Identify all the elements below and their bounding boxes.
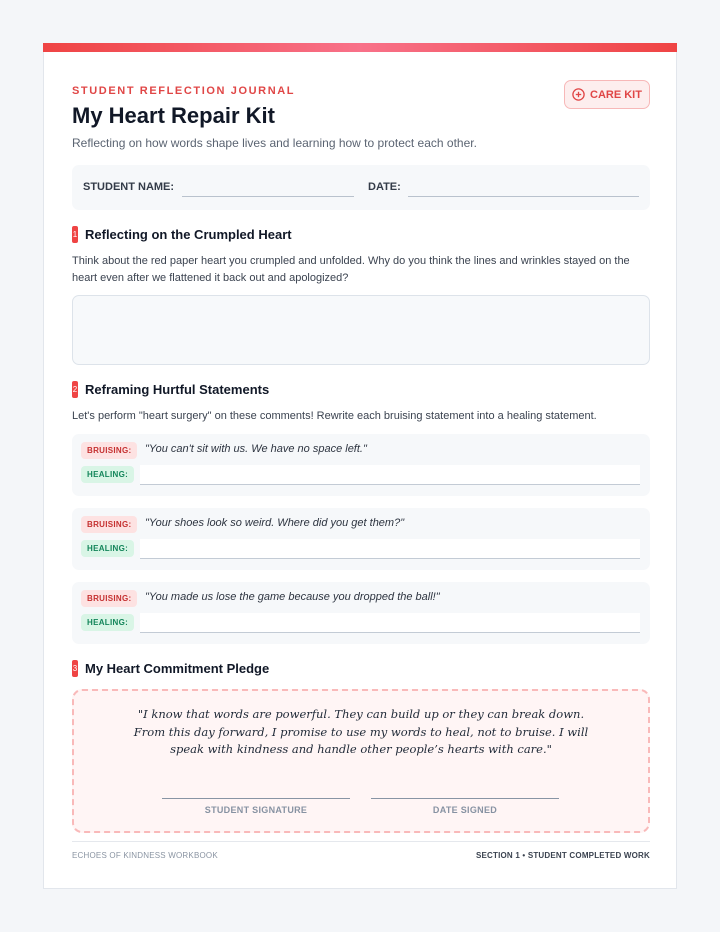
footer-section-label: SECTION 1 • STUDENT COMPLETED WORK [475, 851, 650, 860]
eyebrow-label: STUDENT REFLECTION JOURNAL [72, 85, 296, 97]
section-description: Think about the red paper heart you crumpled and unfolded. Why do you think the lines and wrinkles stayed on the heart even after we flattened it back out and apologized? [72, 255, 630, 284]
pledge-text: "I know that words are powerful. They can build up or they can break down. From this day forward, I promise to use my words to heal, not to bruise. I will speak with kindness and handle other people’s hearts with care." [133, 707, 589, 756]
section-title: My Heart Commitment Pledge [85, 661, 270, 676]
healing-tag: HEALING: [81, 614, 134, 631]
healing-tag: HEALING: [81, 466, 134, 483]
student-name-field[interactable] [182, 196, 354, 197]
date-field[interactable] [408, 196, 639, 197]
care-kit-button[interactable] [564, 80, 650, 109]
page-subtitle: Reflecting on how words shape lives and learning how to protect each other. [72, 136, 477, 150]
worksheet-page [43, 43, 677, 889]
bruising-statement: "You made us lose the game because you dropped the ball!" [145, 591, 440, 603]
reframe-card [72, 582, 650, 644]
bruising-statement: "Your shoes look so weird. Where did you get them?" [145, 517, 405, 529]
section-title: Reframing Hurtful Statements [85, 382, 270, 397]
date-signed-label: DATE SIGNED [432, 805, 498, 815]
student-name-label: STUDENT NAME: [83, 181, 175, 193]
bruising-tag: BRUISING: [81, 442, 137, 459]
accent-bar [43, 43, 677, 52]
section-description: Let's perform "heart surgery" on these comments! Rewrite each bruising statement into a healing statement. [72, 410, 597, 422]
date-signed-field[interactable] [371, 798, 559, 799]
healing-input[interactable] [140, 465, 640, 485]
healing-tag: HEALING: [81, 540, 134, 557]
healing-input[interactable] [140, 613, 640, 633]
section-title: Reflecting on the Crumpled Heart [85, 227, 292, 242]
care-kit-label: CARE KIT [590, 88, 642, 101]
reframe-card [72, 434, 650, 496]
healing-input[interactable] [140, 539, 640, 559]
bruising-tag: BRUISING: [81, 590, 137, 607]
date-label: DATE: [368, 181, 401, 193]
student-info-box [72, 165, 650, 210]
bruising-statement: "You can't sit with us. We have no space left." [145, 443, 367, 455]
footer-divider [72, 841, 650, 842]
section-1-header [72, 226, 292, 243]
section-number-badge: 1 [72, 226, 78, 243]
reflection-answer-box[interactable] [72, 295, 650, 365]
page-title: My Heart Repair Kit [72, 103, 275, 128]
section-3-header [72, 660, 269, 677]
footer-workbook-title: ECHOES OF KINDNESS WORKBOOK [72, 851, 218, 860]
section-2-header [72, 381, 269, 398]
pledge-box [72, 689, 650, 833]
plus-circle-icon [572, 88, 585, 101]
section-number-badge: 3 [72, 660, 78, 677]
bruising-tag: BRUISING: [81, 516, 137, 533]
section-number-badge: 2 [72, 381, 78, 398]
reframe-card [72, 508, 650, 570]
signature-label: STUDENT SIGNATURE [204, 805, 308, 815]
signature-field[interactable] [162, 798, 350, 799]
